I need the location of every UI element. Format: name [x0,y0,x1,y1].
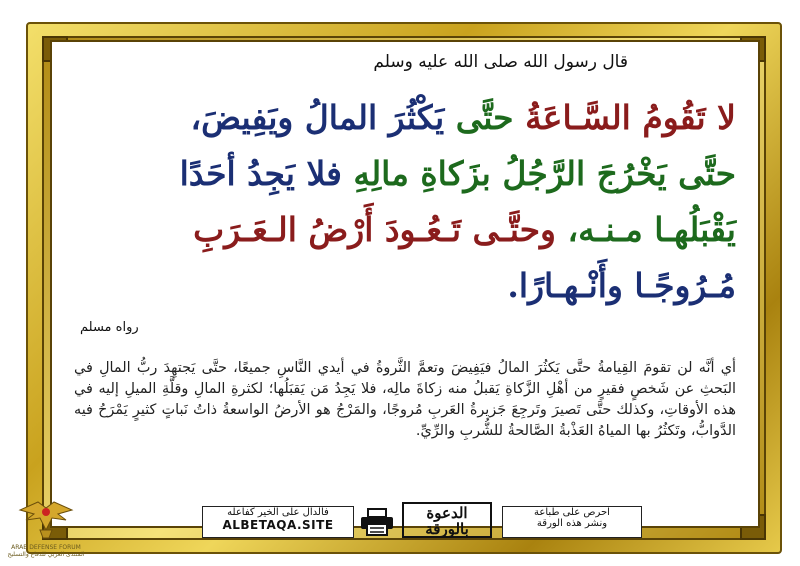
intro-text: قال رسول الله صلى الله عليه وسلم [373,52,628,72]
hadith-segment: فلا يَجِدُ أحَدًا [179,154,342,193]
card-panel [50,40,760,538]
footer-print-line1: احرص على طباعة [534,507,610,518]
narrator-text: رواه مسلم [80,320,139,335]
hadith-segment: لا تَقُومُ السَّـاعَةُ [525,98,736,137]
hadith-segment: يَقْبَلُهـا مـنـه، [556,210,736,249]
hadith-text [74,90,736,314]
printer-icon [360,508,394,536]
footer-slogan: فالدال على الخير كفاعله [227,507,329,518]
footer-print-box [502,506,642,538]
footer-site-box [202,506,354,538]
hadith-segment: حتَّى [666,154,736,193]
eagle-emblem-icon [16,500,76,540]
hadith-segment: يَخْرُجَ الرَّجُلُ بزَكاةِ مالِهِ [341,154,667,193]
footer-bar [202,500,642,538]
dawa-logo [402,502,492,538]
hadith-line [74,90,736,146]
hadith-segment: يَكْثُرَ المالُ ويَفِيضَ، [190,98,445,137]
watermark-logo [2,500,90,562]
watermark-line1: ARAB DEFENSE FORUM [11,544,81,551]
hadith-line [74,146,736,202]
footer-print-line2: ونشر هذه الورقة [536,518,608,529]
hadith-line [74,258,736,314]
logo-line2: بالورقة [425,520,469,538]
hadith-segment: مُـرُوجًـا وأَنْـهـارًا. [507,266,736,305]
logo-line1: الدعوة [426,504,468,522]
hadith-segment: حتَّى [444,98,526,137]
hadith-line [74,202,736,258]
watermark-line2: المنتدى العربي للدفاع والتسليح [7,551,85,558]
hadith-segment: وحتَّـى تَـعُـودَ أَرْضُ الـعَـرَبِ [193,210,556,249]
explanation-text: أي أنَّه لن تقومَ القِيامةُ حتَّى يَكثُرَ المالُ فيَفِيضَ وتعمَّ الثَّروةُ في أيدي النَّاسِ جميعًا، حتَّى يَجتهِدَ ربُّ المالِ في البَحثِ عن شَخصٍ فقيرٍ من أهْلِ الزَّكاةِ يَقبلُ منه زكاةَ مالِه، فلا يَجِدُ مَن يَقبَلُها؛ لكثرةِ المالِ وقلَّةِ الميلِ إليه في هذه الأوقاتِ، وكذلك حتَّى تَصيرَ وتَرجِعَ جَزيرةُ العَربِ مُروجًا، والمَرْجُ هو الأرضُ الواسعةُ ذاتُ نَباتٍ كثيرٍ يَمْرَحُ فيه الدَّوابُّ، وتَكثُرُ بها المياهُ العَذْبةُ الصَّالحةُ للشُّربِ والرِّيِّ. [74,360,736,439]
footer-site-link[interactable]: ALBETAQA.SITE [222,518,334,532]
